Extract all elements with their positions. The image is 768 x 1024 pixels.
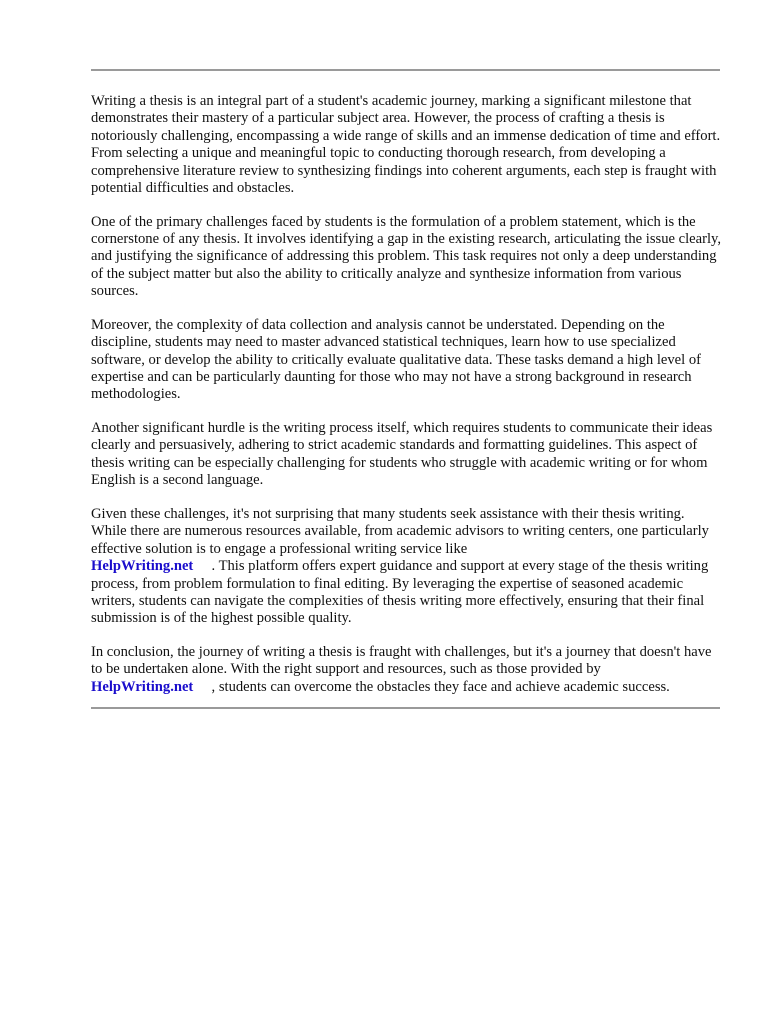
paragraph-conclusion-text-1: In conclusion, the journey of writing a thesis is fraught with challenges, but it's a journey that doesn't have to be undertaken alone. With the right support and resources, such as those provided by bbox=[91, 643, 712, 678]
paragraph-conclusion bbox=[91, 644, 723, 696]
helpwriting-link-2[interactable]: HelpWriting.net bbox=[91, 678, 194, 695]
top-divider bbox=[91, 69, 720, 71]
paragraph-assistance bbox=[91, 506, 723, 628]
document-body bbox=[91, 93, 723, 712]
paragraph-assistance-text-1: Given these challenges, it's not surprising that many students seek assistance with their thesis writing. While there are numerous resources available, from academic advisors to writing centers, one particularly effective solution is to engage a professional writing service like bbox=[91, 505, 709, 557]
paragraph-conclusion-text-2: , students can overcome the obstacles they face and achieve academic success. bbox=[211, 678, 670, 695]
paragraph-assistance-text-2: . This platform offers expert guidance and support at every stage of the thesis writing process, from problem formulation to final editing. By leveraging the expertise of seasoned academic writers, students can navigate the complexities of thesis writing more effectively, ensuring that their final submission is of the highest possible quality. bbox=[91, 558, 709, 627]
paragraph-intro: Writing a thesis is an integral part of a student's academic journey, marking a significant milestone that demonstrates their mastery of a particular subject area. However, the process of crafting a thesis is notoriously challenging, encompassing a wide range of skills and an immense dedication of time and effort. From selecting a unique and meaningful topic to conducting thorough research, from developing a comprehensive literature review to synthesizing findings into coherent arguments, each step is fraught with potential difficulties and obstacles. bbox=[91, 93, 721, 197]
helpwriting-link-1[interactable]: HelpWriting.net bbox=[91, 558, 194, 575]
paragraph-problem-statement: One of the primary challenges faced by students is the formulation of a problem statement, which is the cornerstone of any thesis. It involves identifying a gap in the existing research, articulating the issue clearly, and justifying the significance of addressing this problem. This task requires not only a deep understanding of the subject matter but also the ability to critically analyze and synthesize information from various sources. bbox=[91, 213, 722, 300]
paragraph-data-analysis: Moreover, the complexity of data collection and analysis cannot be understated. Depending on the discipline, students may need to master advanced statistical techniques, learn how to use specialized software, or develop the ability to critically evaluate qualitative data. These tasks demand a high level of expertise and can be particularly daunting for those who may not have a strong background in research methodologies. bbox=[91, 316, 702, 403]
paragraph-writing-process: Another significant hurdle is the writing process itself, which requires students to communicate their ideas clearly and persuasively, adhering to strict academic standards and formatting guidelines. This aspect of thesis writing can be especially challenging for students who struggle with academic writing or for whom English is a second language. bbox=[91, 420, 713, 489]
bottom-divider bbox=[91, 707, 720, 709]
